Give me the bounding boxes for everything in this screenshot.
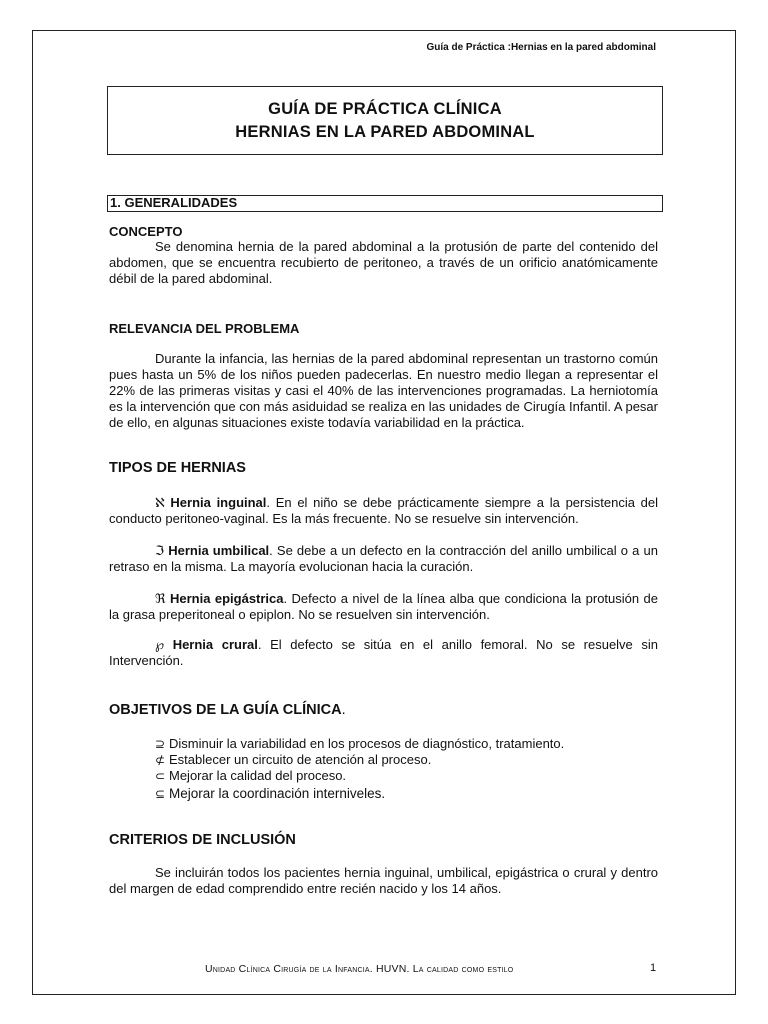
list-item: ⊇ Disminuir la variabilidad en los procesos de diagnóstico, tratamiento. [155, 736, 565, 751]
list-item: ⊄ Establecer un circuito de atención al proceso. [155, 752, 432, 767]
relevancia-section [109, 351, 658, 431]
bullet-icon: ℘ [155, 637, 165, 652]
section-heading-generalidades: 1. GENERALIDADES [107, 195, 663, 212]
objetivos-heading: OBJETIVOS DE LA GUÍA CLÍNICA. [109, 702, 346, 718]
list-item: ⊂ Mejorar la calidad del proceso. [155, 768, 347, 783]
concepto-paragraph: Se denomina hernia de la pared abdominal a la protusión de parte del contenido del abdomen, que se encuentra recubierto de peritoneo, a través de un orificio anatómicamente débil de la pared abdominal. [109, 239, 658, 286]
page-number: 1 [650, 962, 657, 974]
title-line-2: HERNIAS EN LA PARED ABDOMINAL [235, 122, 535, 141]
title-line-1: GUÍA DE PRÁCTICA CLÍNICA [268, 99, 502, 118]
relevancia-heading-wrap [109, 321, 658, 336]
bullet-icon: ⊇ [155, 737, 166, 751]
tipos-heading-wrap [109, 460, 658, 476]
hernia-description: . En el niño se debe prácticamente siempre a la persistencia del conducto peritoneo-vaginal. Es la más frecuente. No se resuelve sin intervención. [109, 495, 658, 526]
criterios-paragraph: Se incluirán todos los pacientes hernia inguinal, umbilical, epigástrica o crural y dentro del margen de edad comprendido entre recién nacido y los 14 años. [109, 865, 658, 896]
objetivos-heading-wrap [109, 702, 658, 718]
hernia-name: Hernia inguinal [170, 495, 267, 510]
hernia-description: . El defecto se sitúa en el anillo femoral. No se resuelve sin Intervención. [109, 637, 659, 668]
bullet-icon: ⊆ [155, 787, 166, 801]
hernia-description: . Defecto a nivel de la línea alba que condiciona la protusión de la grasa preperitoneal o epiplon. No se resuelven sin intervención. [109, 591, 658, 622]
bullet-icon: ℑ [155, 543, 165, 558]
concepto-section [109, 224, 658, 287]
bullet-icon: ⊄ [155, 753, 166, 767]
footer-text: Unidad Clínica Cirugía de la Infancia. HUVN. La calidad como estilo [205, 963, 514, 975]
hernia-name: Hernia crural [172, 637, 258, 652]
hernia-item [109, 591, 658, 623]
hernia-item [109, 543, 658, 575]
hernia-name: Hernia epigástrica [170, 591, 284, 606]
hernia-item [109, 495, 658, 527]
running-header: Guía de Práctica :Hernias en la pared abdominal [426, 42, 656, 53]
bullet-icon: ℵ [155, 495, 165, 510]
list-item: ⊆ Mejorar la coordinación interniveles. [155, 786, 386, 801]
criterios-heading-wrap [109, 832, 658, 848]
criterios-section [109, 865, 658, 897]
bullet-icon: ℜ [155, 591, 166, 606]
criterios-heading: CRITERIOS DE INCLUSIÓN [109, 832, 296, 848]
bullet-icon: ⊂ [155, 769, 166, 783]
hernia-name: Hernia umbilical [168, 543, 270, 558]
tipos-heading: TIPOS DE HERNIAS [109, 460, 246, 476]
relevancia-heading: RELEVANCIA DEL PROBLEMA [109, 321, 300, 336]
relevancia-paragraph: Durante la infancia, las hernias de la pared abdominal representan un trastorno común pues hasta un 5% de los niños pueden padecerlas. En nuestro medio llegan a representar el 22% de las primeras visitas y casi el 40% de las intervenciones programadas. La herniotomía es la intervención que con más asiduidad se realiza en las unidades de Cirugía Infantil. A pesar de ello, en algunas situaciones existe todavía variabilidad en la práctica. [109, 351, 658, 430]
concepto-heading: CONCEPTO [109, 224, 183, 239]
title-box [107, 86, 663, 155]
hernia-item [109, 637, 658, 669]
hernia-description: . Se debe a un defecto en la contracción del anillo umbilical o a un retraso en la misma. La mayoría evolucionan hacia la curación. [109, 543, 658, 574]
objetivos-list [155, 736, 564, 802]
